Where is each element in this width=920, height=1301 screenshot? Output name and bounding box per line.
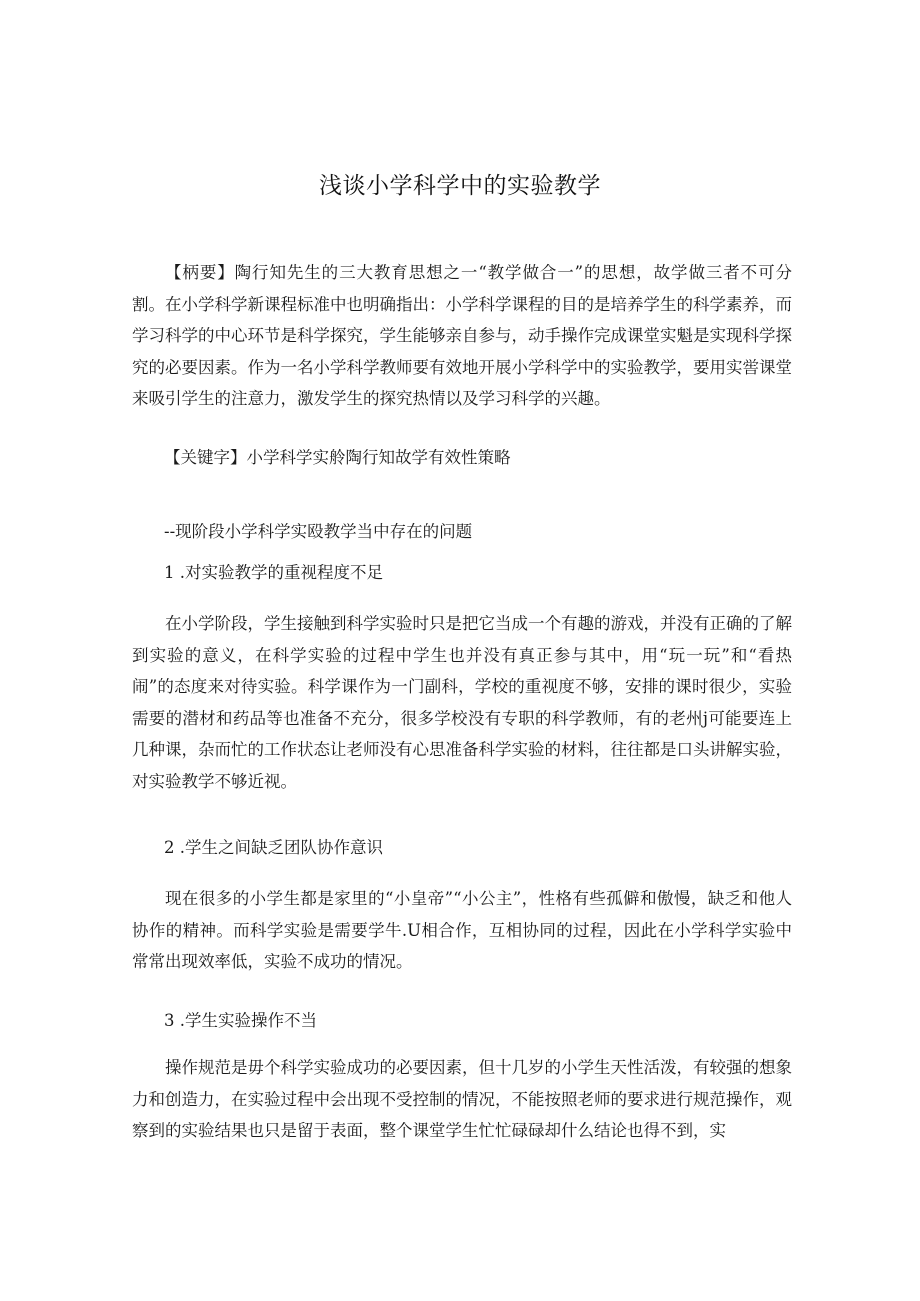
section-heading: --现阶段小学科学实殴教学当中存在的问题 (164, 522, 473, 541)
item-1-heading: 1 .对实验教学的重视程度不足 (164, 563, 383, 582)
keywords-line: 【关键字】小学科学实舲陶行知故学有效性策略 (164, 448, 511, 467)
item-1-body: 在小学阶段，学生接触到科学实验时只是把它当成一个有趣的游戏，并没有正确的了解到实验的意义，在科学实验的过程中学生也并没有真正参与其中，用“玩一玩”和“看热闹”的态度来对待实验。科学课作为一门副科，学校的重视度不够，安排的课时很少，实验需要的潜材和药品等也准备不充分，很多学校没有专职的科学教师，有的老州j可能要连上几种课，杂而忙的工作状态让老师没有心思准备科学实验的材料，往往都是口头讲解实验，对实验教学不够近视。 (132, 614, 792, 791)
item-2-body: 现在很多的小学生都是家里的“小皇帝”“小公主”，性格有些孤僻和傲慢，缺乏和他人协作的精神。而科学实验是需要学牛.U相合作，互相协同的过程，因此在小学科学实验中常常出现效率低，实验不成功的情况。 (132, 889, 792, 971)
item-2-heading: 2 .学生之间缺乏团队协作意识 (164, 838, 383, 857)
abstract-paragraph: 【柄要】陶行知先生的三大教育思想之一“教学做合一”的思想，故学做三者不可分割。在小学科学新课程标准中也明确指出：小学科学课程的目的是培养学生的科学素养，而学习科学的中心环节是科学探究，学生能够亲自参与，动手操作完成课堂实魁是实现科学探究的必要因素。作为一名小学科学教师要有效地开展小学科学中的实验教学，要用实喾课堂来吸引学生的注意力，激发学生的探究热情以及学习科学的兴趣。 (132, 263, 792, 408)
item-3-body: 操作规范是毋个科学实验成功的必要因素，但十几岁的小学生天性活泼，有较强的想象力和创造力，在实验过程中会出现不受控制的情况，不能按照老师的要求进行规范操作，观察到的实验结果也只是留于表面，整个课堂学生忙忙碌碌却什么结论也得不到，实 (132, 1058, 792, 1140)
document-title: 浅谈小学科学中的实验教学 (319, 173, 601, 199)
item-3-heading: 3 .学生实验操作不当 (164, 1011, 317, 1030)
